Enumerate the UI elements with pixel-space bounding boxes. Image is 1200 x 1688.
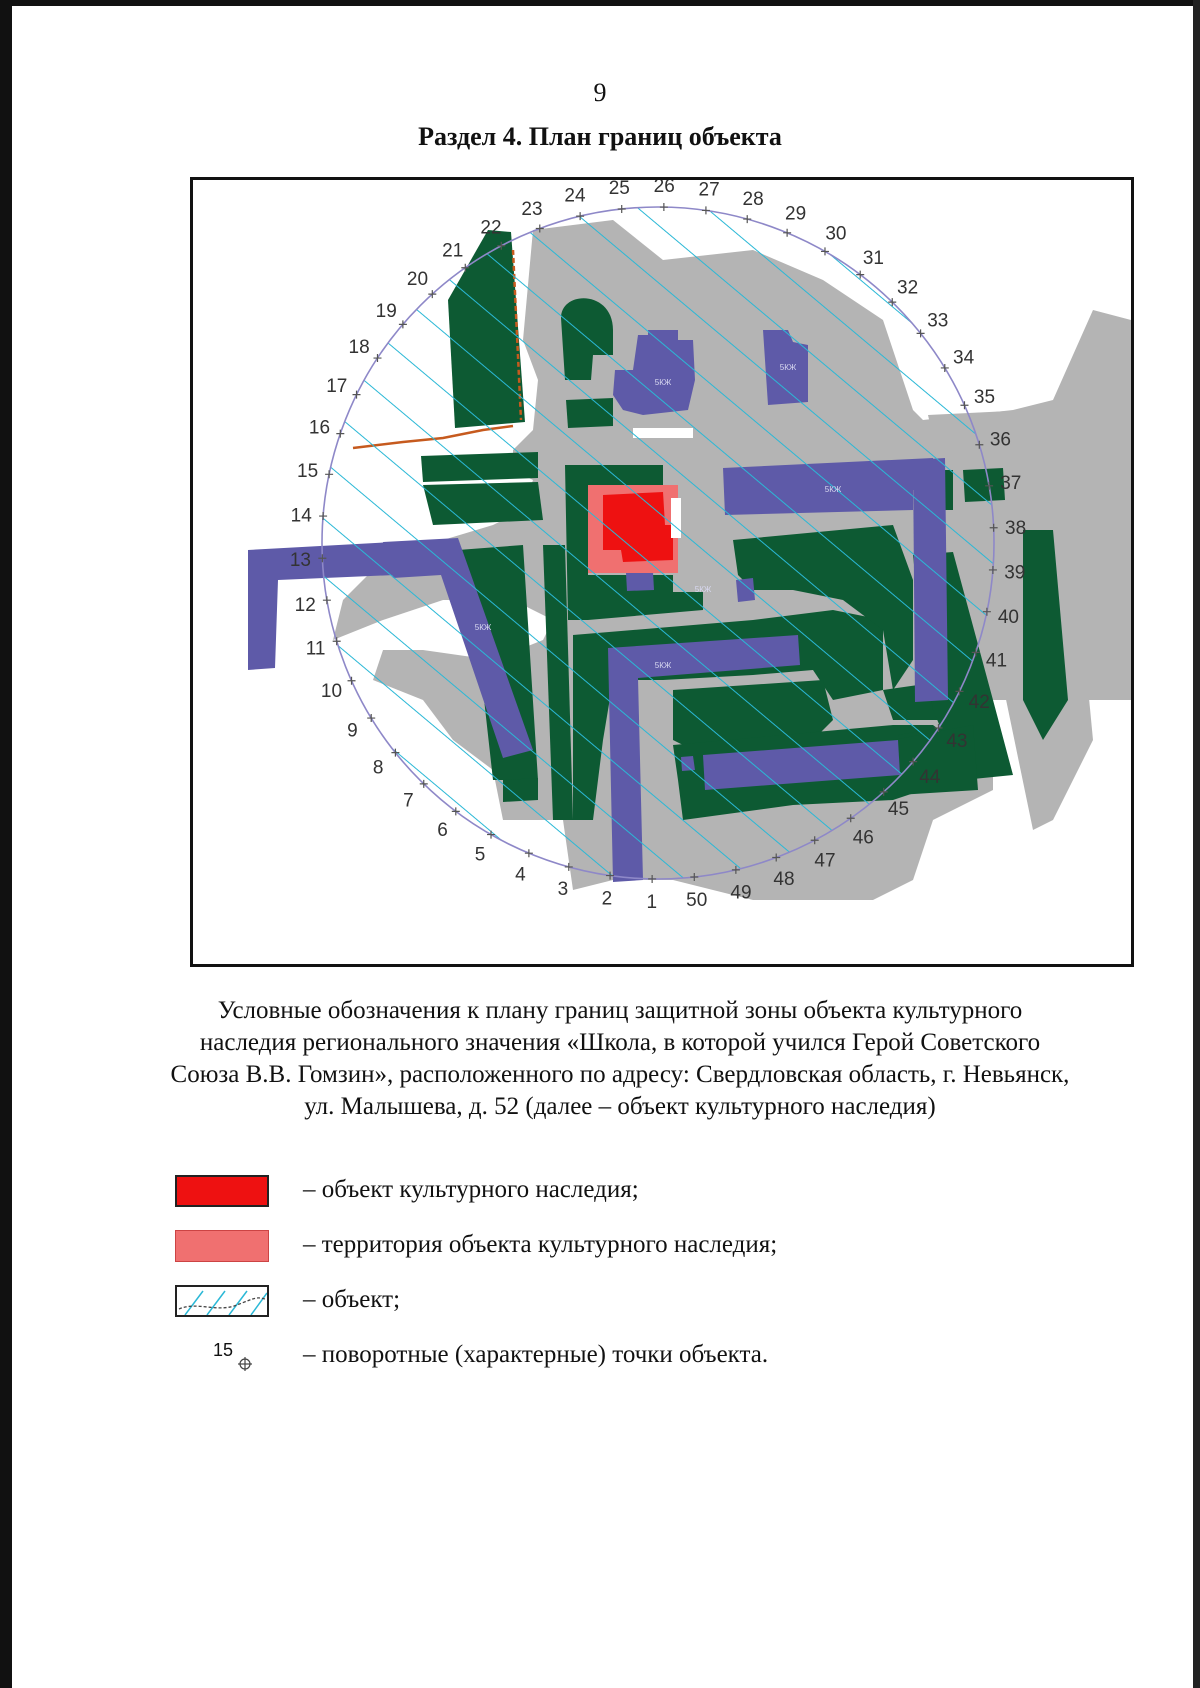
boundary-point-label: 22 xyxy=(480,217,502,239)
boundary-point-label: 49 xyxy=(730,882,752,904)
boundary-point-label: 29 xyxy=(785,203,807,225)
boundary-point-label: 30 xyxy=(825,223,847,245)
boundary-point-label: 8 xyxy=(372,757,384,779)
boundary-point-label: 44 xyxy=(919,767,941,788)
boundary-point-label: 7 xyxy=(403,790,414,812)
boundary-point-label: 2 xyxy=(601,888,613,910)
boundary-point-label: 25 xyxy=(608,180,630,200)
hatch-sample-icon xyxy=(177,1287,267,1315)
boundary-point-label: 42 xyxy=(968,692,990,714)
boundary-point-label: 4 xyxy=(515,864,526,886)
building-label: 5КЖ xyxy=(654,378,672,387)
point-marker-label: 15 xyxy=(213,1340,234,1360)
legend-text: – объект культурного наследия; xyxy=(303,1176,639,1203)
caption-line: Союза В.В. Гомзин», расположенного по адресу: Свердловская область, г. Невьянск, xyxy=(170,1061,1070,1088)
boundary-point-label: 43 xyxy=(946,731,968,753)
caption-line: наследия регионального значения «Школа, в которой учился Герой Советского xyxy=(199,1029,1041,1056)
hatched-outline-swatch xyxy=(175,1285,269,1317)
boundary-point-label: 34 xyxy=(953,347,975,369)
boundary-plan-map xyxy=(190,177,1134,967)
building-label: 5КЖ xyxy=(474,623,492,632)
boundary-point-label: 24 xyxy=(564,185,586,207)
caption-line: ул. Малышева, д. 52 (далее – объект культурного наследия) xyxy=(304,1093,936,1120)
boundary-point-label: 47 xyxy=(814,850,836,872)
building-label: 5КЖ xyxy=(824,485,842,494)
boundary-point-label: 9 xyxy=(347,720,358,742)
red-fill-swatch xyxy=(175,1175,269,1207)
boundary-point-label: 39 xyxy=(1004,562,1026,584)
building-label: 5КЖ xyxy=(694,585,712,594)
crosshair-icon xyxy=(237,1356,253,1372)
boundary-point-label: 12 xyxy=(294,594,316,616)
pink-fill-swatch xyxy=(175,1230,269,1262)
boundary-point-label: 37 xyxy=(1000,473,1022,495)
boundary-point-label: 17 xyxy=(326,375,348,397)
boundary-point-label: 38 xyxy=(1005,517,1027,539)
boundary-point-label: 27 xyxy=(698,180,720,201)
protective-zone-hatch xyxy=(193,180,1131,964)
boundary-point-label: 31 xyxy=(862,248,884,270)
boundary-point-label: 6 xyxy=(437,819,448,841)
boundary-point-label: 13 xyxy=(289,550,311,572)
building-label: 5КЖ xyxy=(779,363,797,372)
point-marker-swatch xyxy=(175,1340,269,1376)
boundary-point-label: 46 xyxy=(852,827,874,849)
legend-item-heritage-object xyxy=(175,1172,1075,1212)
boundary-point-label: 50 xyxy=(686,889,708,911)
boundary-point-label: 36 xyxy=(989,429,1011,451)
page-border-right xyxy=(1193,0,1200,1688)
legend-text: – поворотные (характерные) точки объекта. xyxy=(303,1341,769,1368)
page-border-top xyxy=(0,0,1200,6)
boundary-point-label: 35 xyxy=(973,387,996,409)
legend-item-heritage-territory xyxy=(175,1227,1075,1267)
boundary-point-label: 18 xyxy=(348,336,370,358)
boundary-point-label: 19 xyxy=(375,301,397,322)
boundary-point-label: 11 xyxy=(305,638,326,660)
legend-caption xyxy=(140,995,1100,1123)
section-title: Раздел 4. План границ объекта xyxy=(418,122,782,151)
boundary-point-label: 32 xyxy=(897,277,919,299)
building-label: 5КЖ xyxy=(654,661,672,670)
boundary-point-label: 26 xyxy=(653,180,675,198)
boundary-point-label: 45 xyxy=(887,799,910,821)
caption-line: Условные обозначения к плану границ защитной зоны объекта культурного xyxy=(217,997,1023,1024)
page-number: 9 xyxy=(593,78,607,107)
legend-text: – объект; xyxy=(303,1286,401,1313)
page-border-left xyxy=(0,0,12,1688)
boundary-point-label: 40 xyxy=(997,607,1019,629)
boundary-point-label: 16 xyxy=(308,417,331,439)
boundary-point-label: 14 xyxy=(290,505,312,527)
boundary-point-label: 5 xyxy=(474,844,486,866)
boundary-point-label: 15 xyxy=(297,460,319,482)
legend-text: – территория объекта культурного наследия; xyxy=(303,1231,778,1258)
boundary-point-label: 33 xyxy=(927,310,949,332)
legend-item-turning-points xyxy=(175,1337,1075,1377)
map-canvas xyxy=(193,180,1131,964)
legend-item-object-zone xyxy=(175,1282,1075,1322)
boundary-point-label: 41 xyxy=(985,650,1008,672)
boundary-point-label: 3 xyxy=(557,879,569,901)
boundary-point-label: 23 xyxy=(521,198,543,220)
boundary-point-label: 1 xyxy=(646,891,658,913)
boundary-point-label: 28 xyxy=(742,188,764,210)
boundary-point-label: 48 xyxy=(773,869,795,891)
boundary-point-label: 10 xyxy=(320,680,343,702)
boundary-point-label: 20 xyxy=(406,268,429,290)
boundary-point-label: 21 xyxy=(442,240,464,262)
